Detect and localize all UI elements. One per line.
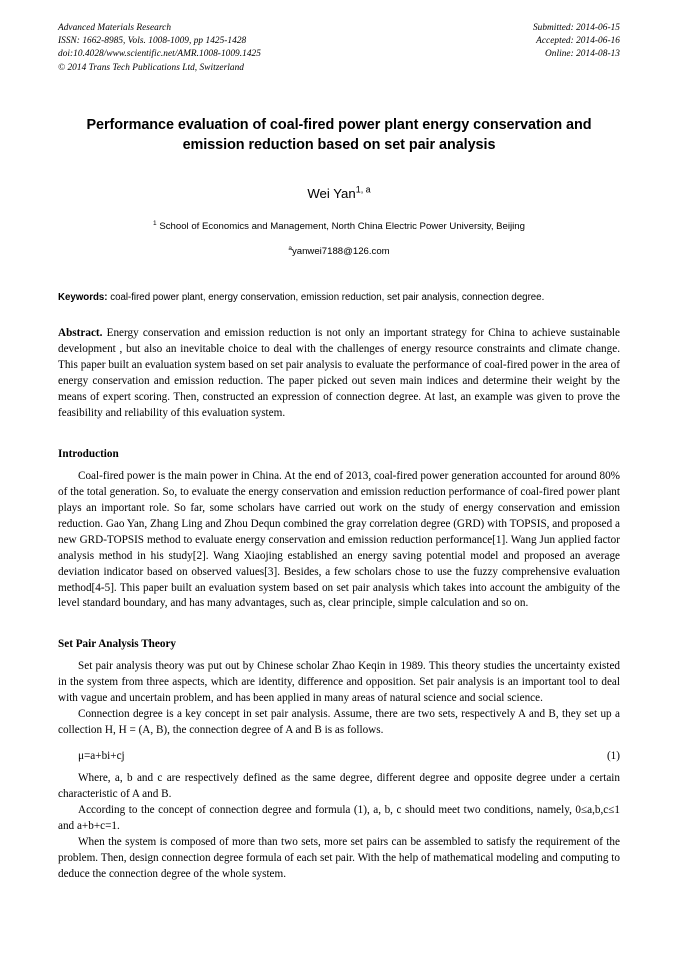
masthead-right xyxy=(533,22,620,62)
doi: doi:10.4028/www.scientific.net/AMR.1008-1009.1425 xyxy=(58,49,261,60)
affiliation-text: School of Economics and Management, North China Electric Power University, Beijing xyxy=(159,220,525,232)
affiliation-mark: 1 xyxy=(153,219,157,227)
issn-volume-pages: ISSN: 1662-8985, Vols. 1008-1009, pp 1425-1428 xyxy=(58,36,247,47)
section-heading-set-pair-analysis-theory: Set Pair Analysis Theory xyxy=(58,638,176,651)
online-date: Online: 2014-08-13 xyxy=(544,49,620,60)
paragraph-theory-1: Set pair analysis theory was put out by Chinese scholar Zhao Keqin in 1989. This theory studies the uncertainty existed in the system from three aspects, which are identity, difference and opposition. Set pair analysis is an important tool to deal with vague and uncertain problem, and has been applied in many areas of natural science and social science. xyxy=(58,660,620,705)
paragraph-theory-2: Connection degree is a key concept in set pair analysis. Assume, there are two sets, respectively A and B, they set up a collection H, H = (A, B), the connection degree of A and B is as follows. xyxy=(58,708,620,737)
paragraph-closing-3: When the system is composed of more than two sets, more set pairs can be assembled to satisfy the requirement of the problem. Then, design connection degree formula of each set pair. With the help of mathematical modeling and computing to deduce the connection degree of the whole system. xyxy=(58,836,620,880)
masthead xyxy=(58,22,620,75)
paragraph-introduction-1: Coal-fired power is the main power in China. At the end of 2013, coal-fired power generation accounted for around 80% of the total generation. So, to evaluate the energy conservation and emission reduction performance of coal-fired power plant plays an important role. So far, some scholars have carried out work on the study of energy conservation and emission reduction. Gao Yan, Zhang Ling and Zhou Dequn combined the gray correlation degree (GRD) with TOPSIS, and proposed a new GRD-TOPSIS method to evaluate energy conservation and emission reduction performance[1]. Wang Jun applied factor analysis method in his study[2]. Wang Xiaojing established an energy saving potential model and proposed an average deviation indicator based on observed values[3]. Besides, a few scholars chose to use the fuzzy comprehensive evaluation method[4-5]. This paper built an evaluation system based on set pair analysis which takes into account the ambiguity of the level standard boundary, and has many advantages, such as, clear principle, simple calculation and so on. xyxy=(58,469,620,610)
abstract-label: Abstract. xyxy=(58,327,103,340)
keywords-text: coal-fired power plant, energy conservation, emission reduction, set pair analysis, connection degree. xyxy=(110,292,545,304)
accepted-date: Accepted: 2014-06-16 xyxy=(536,36,620,47)
copyright: © 2014 Trans Tech Publications Ltd, Switzerland xyxy=(58,62,244,73)
paragraph-closing-1: Where, a, b and c are respectively defined as the same degree, different degree and opposite degree under a certain characteristic of A and B. xyxy=(58,772,620,801)
abstract-block xyxy=(58,326,620,421)
keywords-label: Keywords: xyxy=(58,292,108,304)
abstract-text: Energy conservation and emission reduction is not only an important strategy for China to achieve sustainable development , but also an inevitable choice to deal with the challenges of energy resource constraints and climate change. This paper built an evaluation system based on set pair analysis to evaluate the performance of coal-fired power in the area of energy conservation and emission reduction. The paper picked out seven main indices and determine their weight by the means of expert scoring. Then, constructed an expression of connection degree. At last, an example was given to prove the feasibility and reliability of this evaluation system. xyxy=(58,327,621,419)
equation-body: μ=a+bi+cj xyxy=(78,750,125,763)
email-line xyxy=(58,246,620,257)
email-address: yanwei7188@126.com xyxy=(291,246,390,258)
author-marks: 1, a xyxy=(355,184,371,195)
masthead-left xyxy=(58,22,261,75)
author-name: Wei Yan xyxy=(307,185,356,201)
submitted-date: Submitted: 2014-06-15 xyxy=(532,23,620,33)
affiliation-line xyxy=(58,220,620,233)
page-title: Performance evaluation of coal-fired power plant energy conservation and emission reduction based on set pair analysis xyxy=(86,116,592,154)
equation-1 xyxy=(58,750,620,762)
journal-name: Advanced Materials Research xyxy=(58,23,172,33)
section-heading-introduction: Introduction xyxy=(58,447,119,460)
author-line xyxy=(58,186,620,201)
email-mark: a xyxy=(288,244,292,252)
keywords-block xyxy=(58,290,620,305)
equation-number: (1) xyxy=(606,750,620,763)
paragraph-closing-2: According to the concept of connection degree and formula (1), a, b, c should meet two conditions, namely, 0≤a,b,c≤1 and a+b+c=1. xyxy=(58,804,620,833)
